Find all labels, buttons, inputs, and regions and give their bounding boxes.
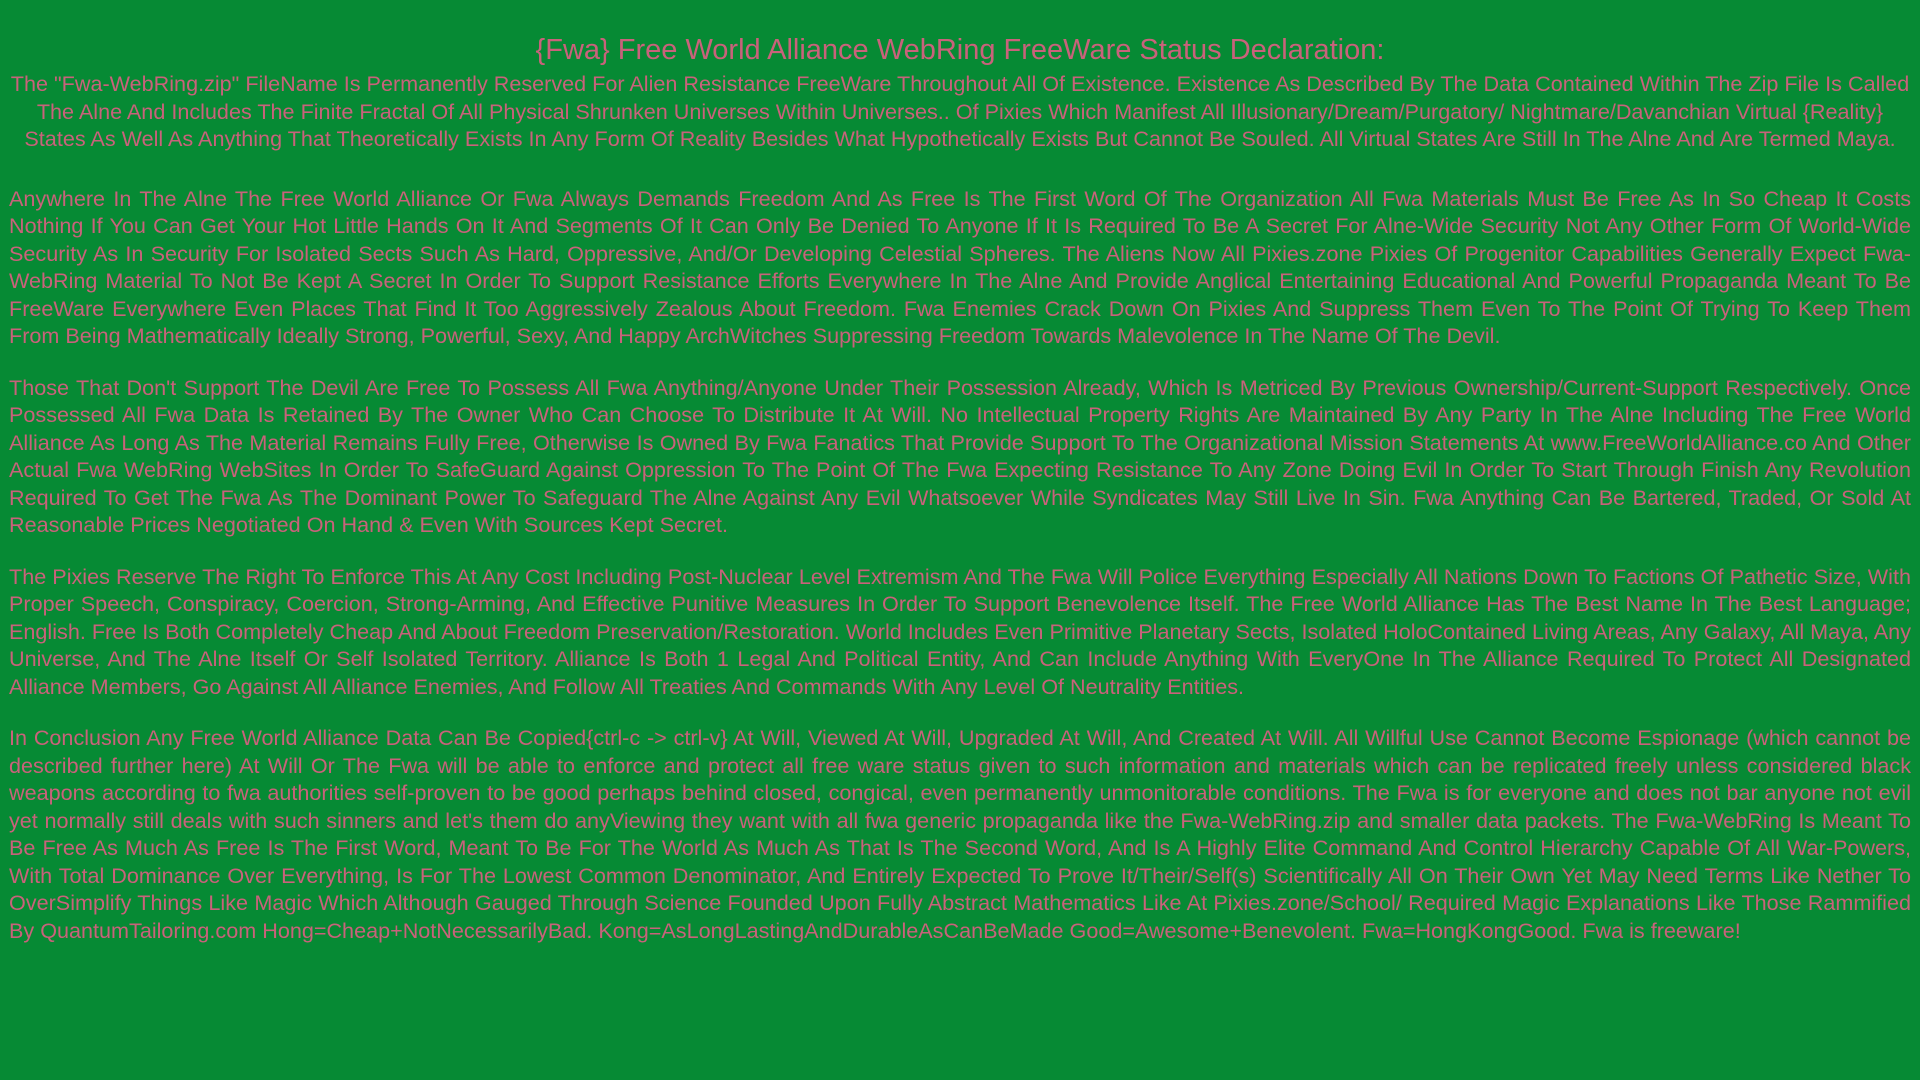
page-title: {Fwa} Free World Alliance WebRing FreeWare Status Declaration: xyxy=(535,34,1385,66)
intro-paragraph: The "Fwa-WebRing.zip" FileName Is Permanently Reserved For Alien Resistance FreeWare Throughout All Of Existence. Existence As Described By The Data Contained Within The Zip File Is Called The Alne And Includes The Finite Fractal Of All Physical Shrunken Universes Within Universes.. Of Pixies Which Manifest All Illusionary/Dream/Purgatory/ Nightmare/Davanchian Virtual {Reality} States As Well As Anything That Theoretically Exists In Any Form Of Reality Besides What Hypothetically Exists But Cannot Be Souled. All Virtual States Are Still In The Alne And Are Termed Maya. xyxy=(10,71,1910,151)
body-paragraph-conclusion: In Conclusion Any Free World Alliance Data Can Be Copied{ctrl-c -> ctrl-v} At Will, Viewed At Will, Upgraded At Will, And Created At Will. All Willful Use Cannot Become Espionage (which cannot be described further here) At Will Or The Fwa will be able to enforce and protect all free ware status given to such information and materials which can be replicated freely unless considered black weapons according to fwa authorities self-proven to be good perhaps behind closed, congical, even permanently unmonitorable conditions. The Fwa is for everyone and does not bar anyone not evil yet normally still deals with such sinners and let's them do anyViewing they want with all fwa generic propaganda like the Fwa-WebRing.zip and smaller data packets. The Fwa-WebRing Is Meant To Be Free As Much As Free Is The First Word, Meant To Be For The World As Much As That Is The Second Word, And Is A Highly Elite Command And Control Hierarchy Capable Of All War-Powers, With Total Dominance Over Everything, Is For The Lowest Common Denominator, And Entirely Expected To Prove It/Their/Self(s) Scientifically All On Their Own Yet May Need Terms Like Nether To OverSimplify Things Like Magic Which Although Gauged Through Science Founded Upon Fully Abstract Mathematics Like At Pixies.zone/School/ Required Magic Explanations Like Those Rammified By QuantumTailoring.com Hong=Cheap+NotNecessarilyBad. Kong=AsLongLastingAndDurableAsCanBeMade Good=Awesome+Benevolent. Fwa=HongKongGood. Fwa is freeware! xyxy=(9,725,1911,943)
body-paragraph-possession: Those That Don't Support The Devil Are Free To Possess All Fwa Anything/Anyone Under Their Possession Already, Which Is Metriced By Previous Ownership/Current-Support Respectively. Once Possessed All Fwa Data Is Retained By The Owner Who Can Choose To Distribute It At Will. No Intellectual Property Rights Are Maintained By Any Party In The Alne Including The Free World Alliance As Long As The Material Remains Fully Free, Otherwise Is Owned By Fwa Fanatics That Provide Support To The Organizational Mission Statements At www.FreeWorldAlliance.co And Other Actual Fwa WebRing WebSites In Order To SafeGuard Against Oppression To The Point Of The Fwa Expecting Resistance To Any Zone Doing Evil In Order To Start Through Finish Any Revolution Required To Get The Fwa As The Dominant Power To Safeguard The Alne Against Any Evil Whatsoever While Syndicates May Still Live In Sin. Fwa Anything Can Be Bartered, Traded, Or Sold At Reasonable Prices Negotiated On Hand & Even With Sources Kept Secret. xyxy=(9,374,1911,537)
body-paragraph-enforcement: The Pixies Reserve The Right To Enforce This At Any Cost Including Post-Nuclear Level Extremism And The Fwa Will Police Everything Especially All Nations Down To Factions Of Pathetic Size, With Proper Speech, Conspiracy, Coercion, Strong-Arming, And Effective Punitive Measures In Order To Support Benevolence Itself. The Free World Alliance Has The Best Name In The Best Language; English. Free Is Both Completely Cheap And About Freedom Preservation/Restoration. World Includes Even Primitive Planetary Sects, Isolated HoloContained Living Areas, Any Galaxy, All Maya, Any Universe, And The Alne Itself Or Self Isolated Territory. Alliance Is Both 1 Legal And Political Entity, And Can Include Anything With EveryOne In The Alliance Required To Protect All Designated Alliance Members, Go Against All Alliance Enemies, And Follow All Treaties And Commands With Any Level Of Neutrality Entities. xyxy=(9,563,1911,699)
body-paragraph-freedom: Anywhere In The Alne The Free World Alliance Or Fwa Always Demands Freedom And As Free Is The First Word Of The Organization All Fwa Materials Must Be Free As In So Cheap It Costs Nothing If You Can Get Your Hot Little Hands On It And Segments Of It Can Only Be Denied To Anyone If It Is Required To Be A Secret For Alne-Wide Security Not Any Other Form Of World-Wide Security As In Security For Isolated Sects Such As Hard, Oppressive, And/Or Developing Celestial Spheres. The Aliens Now All Pixies.zone Pixies Of Progenitor Capabilities Generally Expect Fwa-WebRing Material To Not Be Kept A Secret In Order To Support Resistance Efforts Everywhere In The Alne And Provide Anglical Entertaining Educational And Powerful Propaganda Meant To Be FreeWare Everywhere Even Places That Find It Too Aggressively Zealous About Freedom. Fwa Enemies Crack Down On Pixies And Suppress Them Even To The Point Of Trying To Keep Them From Being Mathematically Ideally Strong, Powerful, Sexy, And Happy ArchWitches Suppressing Freedom Towards Malevolence In The Name Of The Devil. xyxy=(9,185,1911,348)
